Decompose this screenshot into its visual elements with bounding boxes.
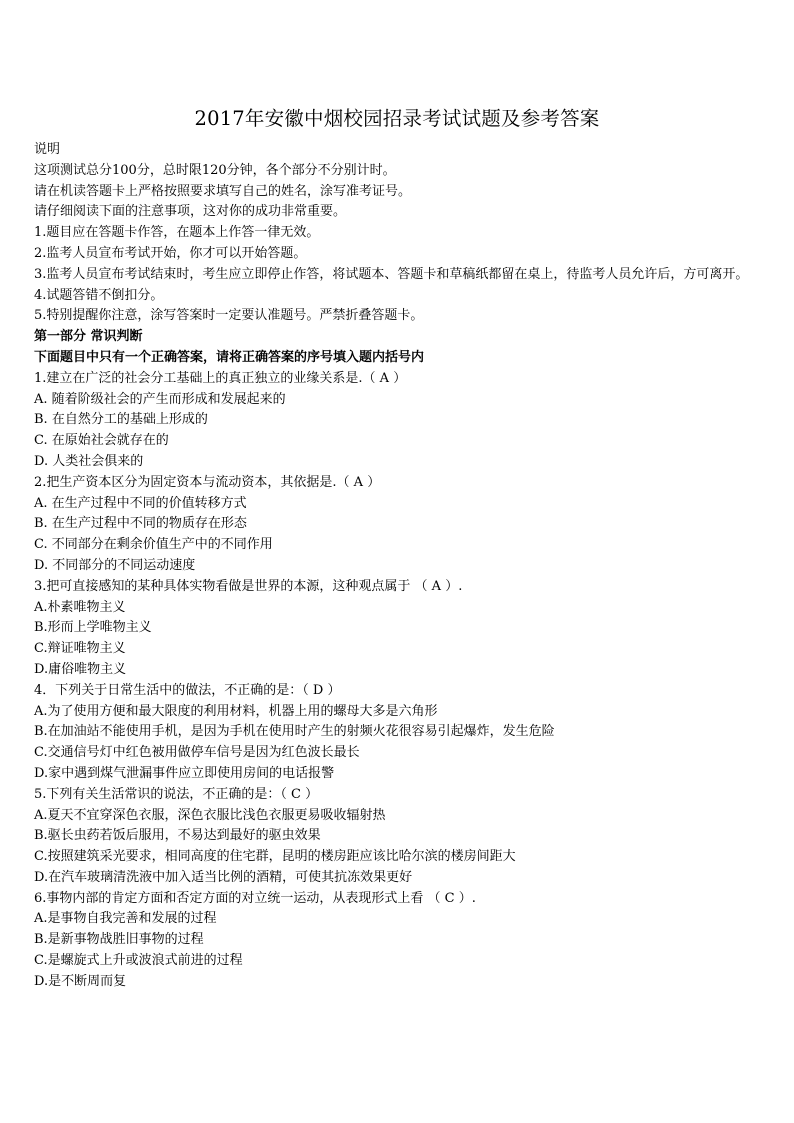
text-line: 请仔细阅读下面的注意事项，这对你的成功非常重要。 [34,204,347,220]
text-line: 1.题目应在答题卡作答，在题本上作答一律无效。 [34,225,320,241]
text-line: A. 随着阶级社会的产生而形成和发展起来的 [34,391,286,407]
text-line: 这项测试总分100分，总时限120分钟，各个部分不分别计时。 [34,162,396,178]
text-line: 1.建立在广泛的社会分工基础上的真正独立的业缘关系是.（ A ） [34,370,407,386]
section-heading: 第一部分 常识判断 [34,329,143,345]
text-line: D.是不断周而复 [34,973,127,989]
text-line: 2.把生产资本区分为固定资本与流动资本，其依据是.（ A ） [34,474,381,490]
text-line: B.是新事物战胜旧事物的过程 [34,932,204,948]
text-line: 说明 [34,142,61,157]
text-line: A.是事物自我完善和发展的过程 [34,911,217,927]
text-line: B. 在生产过程中不同的物质存在形态 [34,516,247,532]
text-line: C.是螺旋式上升或波浪式前进的过程 [34,953,243,969]
text-line: C. 不同部分在剩余价值生产中的不同作用 [34,537,273,553]
text-line: B.驱长虫药若饭后服用，不易达到最好的驱虫效果 [34,828,321,844]
text-line: 5.特别提醒你注意，涂写答案时一定要认准题号。严禁折叠答题卡。 [34,308,424,324]
text-line: B. 在自然分工的基础上形成的 [34,412,208,428]
text-line: D.庸俗唯物主义 [34,661,127,677]
text-line: 3.把可直接感知的某种具体实物看做是世界的本源，这种观点属于 （ A ）. [34,578,463,594]
text-line: D.在汽车玻璃清洗液中加入适当比例的酒精，可使其抗冻效果更好 [34,869,413,885]
text-line: A.夏天不宜穿深色衣服，深色衣服比浅色衣服更易吸收辐射热 [34,807,386,823]
text-line: B.形而上学唯物主义 [34,620,152,636]
text-line: C.按照建筑采光要求，相同高度的住宅群，昆明的楼房距应该比哈尔滨的楼房间距大 [34,849,516,865]
text-line: C. 在原始社会就存在的 [34,433,169,449]
text-line: C.交通信号灯中红色被用做停车信号是因为红色波长最长 [34,745,360,761]
text-line: C.辩证唯物主义 [34,641,126,657]
text-line: D. 不同部分的不同运动速度 [34,557,196,573]
text-line: A.为了使用方便和最大限度的利用材料，机器上用的螺母大多是六角形 [34,703,438,719]
text-line: 6.事物内部的肯定方面和否定方面的对立统一运动，从表现形式上看 （ C ）. [34,890,476,906]
document-title: 2017年安徽中烟校园招录考试试题及参考答案 [194,107,600,130]
text-line: 5.下列有关生活常识的说法，不正确的是：（ C ） [34,786,319,802]
section-heading: 下面题目中只有一个正确答案，请将正确答案的序号填入题内括号内 [34,349,425,365]
text-line: 3.监考人员宣布考试结束时，考生应立即停止作答，将试题本、答题卡和草稿纸都留在桌上，待监考人员允许后，方可离开。 [34,266,749,282]
document-body [34,140,769,993]
text-line: D. 人类社会俱来的 [34,453,144,469]
text-line: 请在机读答题卡上严格按照要求填写自己的姓名，涂写准考证号。 [34,183,412,199]
text-line: B.在加油站不能使用手机，是因为手机在使用时产生的射频火花很容易引起爆炸，发生危险 [34,724,555,740]
text-line: A.朴素唯物主义 [34,599,126,615]
text-line: 2.监考人员宣布考试开始，你才可以开始答题。 [34,245,307,261]
text-line: 4.试题答错不倒扣分。 [34,287,164,303]
text-line: 4．下列关于日常生活中的做法，不正确的是：（ D ） [34,682,341,698]
text-line: D.家中遇到煤气泄漏事件应立即使用房间的电话报警 [34,765,335,781]
text-line: A. 在生产过程中不同的价值转移方式 [34,495,247,511]
